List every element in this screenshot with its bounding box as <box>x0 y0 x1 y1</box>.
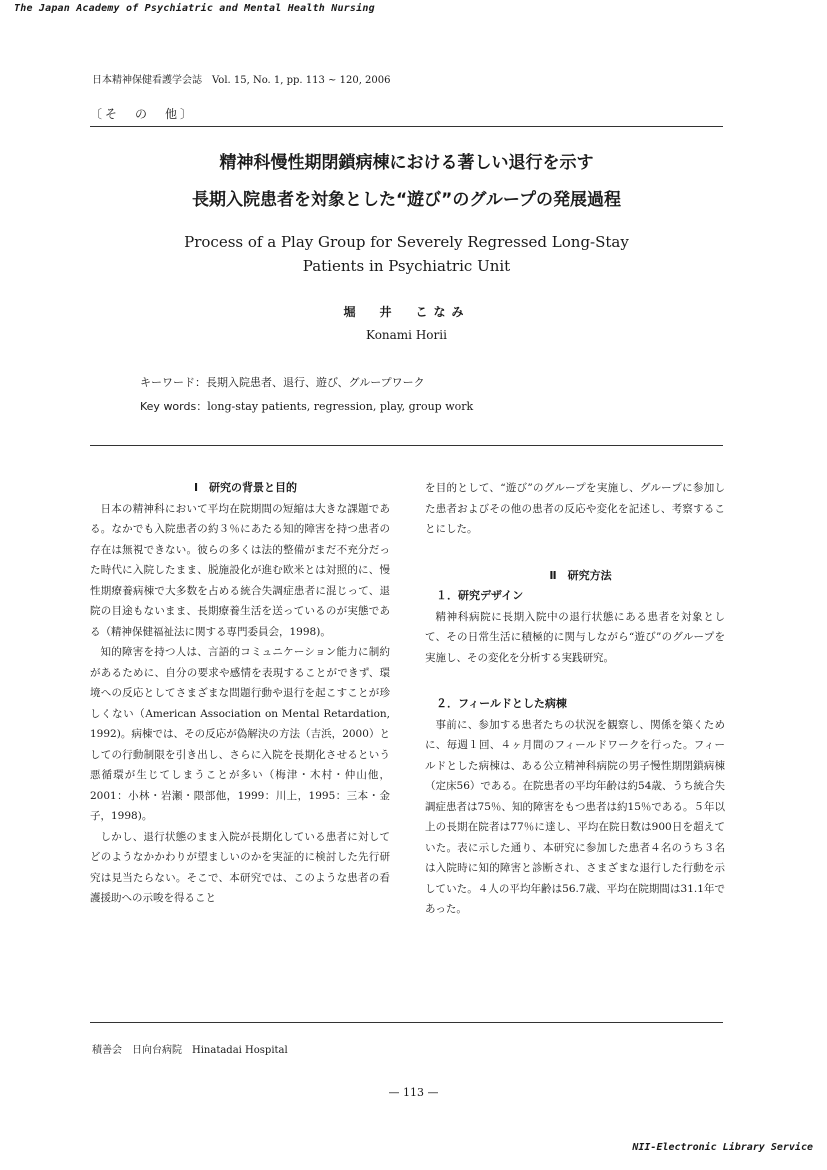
paragraph-continuation: を目的として、“遊び”のグループを実施し、グループに参加した患者およびその他の患者の反応や変化を記述し、考察することにした。 <box>425 482 725 535</box>
keywords-en-text: long-stay patients, regression, play, group work <box>207 400 474 413</box>
title-jp-line-1: 精神科慢性期閉鎖病棟における著しい退行を示す <box>219 153 594 173</box>
section-heading-1: Ⅰ 研究の背景と目的 <box>193 481 298 494</box>
journal-citation: 日本精神保健看護学会誌 Vol. 15, No. 1, pp. 113 ~ 120, 2006 <box>92 75 391 86</box>
library-banner: NII-Electronic Library Service <box>632 1142 813 1153</box>
keywords-en-label: Key words： <box>140 400 208 413</box>
page-number: — 113 — <box>388 1086 439 1099</box>
right-column <box>425 478 725 920</box>
author-en: Konami Horii <box>366 328 447 342</box>
section-tag: 〔そ の 他〕 <box>90 107 196 121</box>
left-column <box>90 478 390 909</box>
paragraph: 精神科病院に長期入院中の退行状態にある患者を対象として、その日常生活に積極的に関与しながら“遊び”のグループを実施し、その変化を分析する実践研究。 <box>425 610 725 664</box>
abstract-rule <box>90 445 723 446</box>
author-jp: 堀 井 こなみ <box>343 305 470 319</box>
header-rule <box>90 126 723 127</box>
title-en-line-2: Patients in Psychiatric Unit <box>302 257 511 275</box>
paragraph: 日本の精神科において平均在院期間の短縮は大きな課題である。なかでも入院患者の約３％にあたる知的障害を持つ患者の存在は無視できない。彼らの多くは法的整備がまだ不充分だった時代に入院したまま、脱施設化が進む欧米とは対照的に、慢性期療養病棟で大多数を占める統合失調症患者に混じって、退院の目途もないまま、長期療養生活を送っているのが実態である（精神保健福祉法に関する専門委員会，1998)。 <box>90 502 390 638</box>
subsection-heading-2: ２．フィールドとした病棟 <box>436 697 567 710</box>
footer-rule <box>90 1022 723 1023</box>
paragraph: 知的障害を持つ人は、言語的コミュニケーション能力に制約があるために、自分の要求や感情を表現することができず、環境への反応としてさまざまな問題行動や退行を起こすことが珍しくない（American Association on Mental Retardation, 1992)。病棟では、その反応が偽解決の方法（吉浜，2000）としての行動制限を引き出し、さらに入院を長期化させるという悪循環が生じてしまうことが多い（梅津・木村・仲山他，2001：小林・岩瀬・隈部他，1999：川上，1995：三本・金子，1998)。 <box>90 646 390 822</box>
affiliation: 積善会 日向台病院 Hinatadai Hospital <box>92 1045 288 1056</box>
keywords-jp-label: キーワード： <box>140 376 206 389</box>
keywords-jp-text: 長期入院患者、退行、遊び、グループワーク <box>206 376 425 389</box>
paragraph: しかし、退行状態のまま入院が長期化している患者に対してどのようなかかわりが望ましいのかを実証的に検討した先行研究は見当たらない。そこで、本研究では、このような患者の看護援助への示唆を得ること <box>90 830 390 904</box>
repository-banner: The Japan Academy of Psychiatric and Mental Health Nursing <box>14 3 375 14</box>
title-en-line-1: Process of a Play Group for Severely Regressed Long-Stay <box>184 233 629 251</box>
title-jp-line-2: 長期入院患者を対象とした“遊び”のグループの発展過程 <box>192 190 621 210</box>
subsection-heading-1: １．研究デザイン <box>436 589 524 602</box>
section-heading-2: Ⅱ 研究方法 <box>549 568 612 582</box>
keywords-jp <box>140 374 425 390</box>
paragraph: 事前に、参加する患者たちの状況を観察し、関係を築くために、毎週１回、４ヶ月間のフィールドワークを行った。フィールドとした病棟は、ある公立精神科病院の男子慢性期閉鎖病棟（定床56）である。在院患者の平均年齢は約54歳、うち統合失調症患者は75％、知的障害をもつ患者は約15％である。５年以上の長期在院者は77％に達し、平均在院日数は900日を超えていた。表に示した通り、本研究に参加した患者４名のうち３名は入院時に知的障害と診断され、さまざまな退行した行動を示していた。４人の平均年齢は56.7歳、平均在院期間は31.1年であった。 <box>425 718 725 915</box>
keywords-en <box>140 398 473 414</box>
